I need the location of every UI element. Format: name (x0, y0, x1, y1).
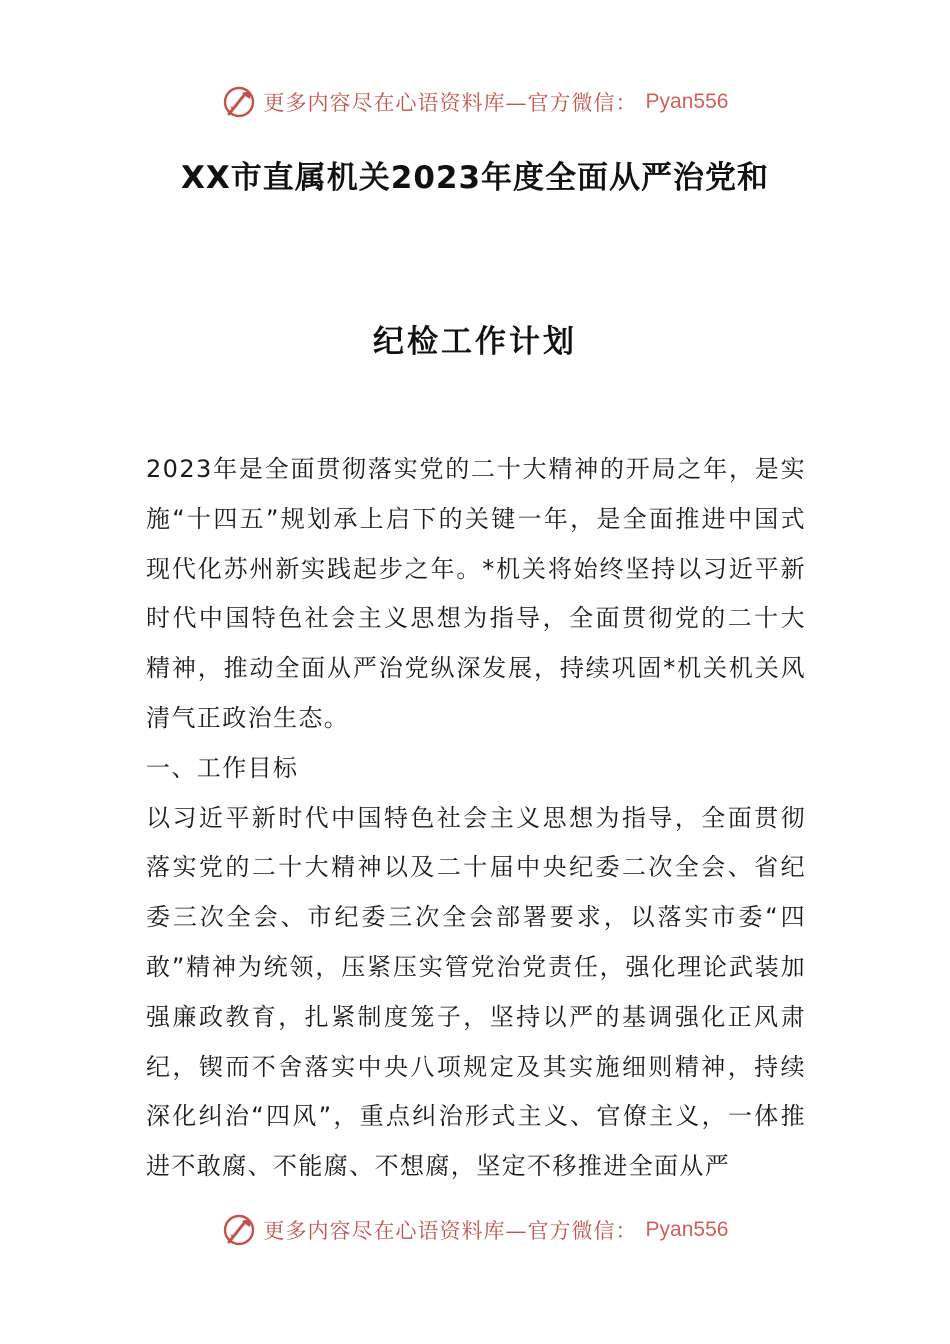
document-body (146, 445, 806, 1192)
wechat-id: Pyan556 (645, 90, 729, 113)
watermark-text: 更多内容尽在心语资料库—官方微信： (263, 91, 638, 115)
document-title-line-2: 纪检工作计划 (373, 324, 577, 360)
wechat-id: Pyan556 (645, 1218, 729, 1241)
quill-logo-icon (222, 85, 256, 119)
quill-logo-icon (222, 1213, 256, 1247)
intro-paragraph: 2023年是全面贯彻落实党的二十大精神的开局之年，是实施“十四五”规划承上启下的关键一年，是全面推进中国式现代化苏州新实践起步之年。*机关将始终坚持以习近平新时代中国特色社会主义思想为指导，全面贯彻党的二十大精神，推动全面从严治党纵深发展，持续巩固*机关机关风清气正政治生态。 (146, 455, 806, 732)
document-title-line-1: XX市直属机关2023年度全面从严治党和 (180, 160, 770, 196)
header-watermark (0, 80, 950, 124)
section-heading-goals: 一、工作目标 (146, 753, 299, 782)
footer-watermark (0, 1208, 950, 1252)
goals-paragraph: 以习近平新时代中国特色社会主义思想为指导，全面贯彻落实党的二十大精神以及二十届中央纪委二次全会、省纪委三次全会、市纪委三次全会部署要求，以落实市委“四敢”精神为统领，压紧压实管党治党责任，强化理论武装加强廉政教育，扎紧制度笼子，坚持以严的基调强化正风肃纪，锲而不舍落实中央八项规定及其实施细则精神，持续深化纠治“四风”，重点纠治形式主义、官僚主义，一体推进不敢腐、不能腐、不想腐，坚定不移推进全面从严 (146, 803, 806, 1181)
watermark-text: 更多内容尽在心语资料库—官方微信： (263, 1219, 638, 1243)
